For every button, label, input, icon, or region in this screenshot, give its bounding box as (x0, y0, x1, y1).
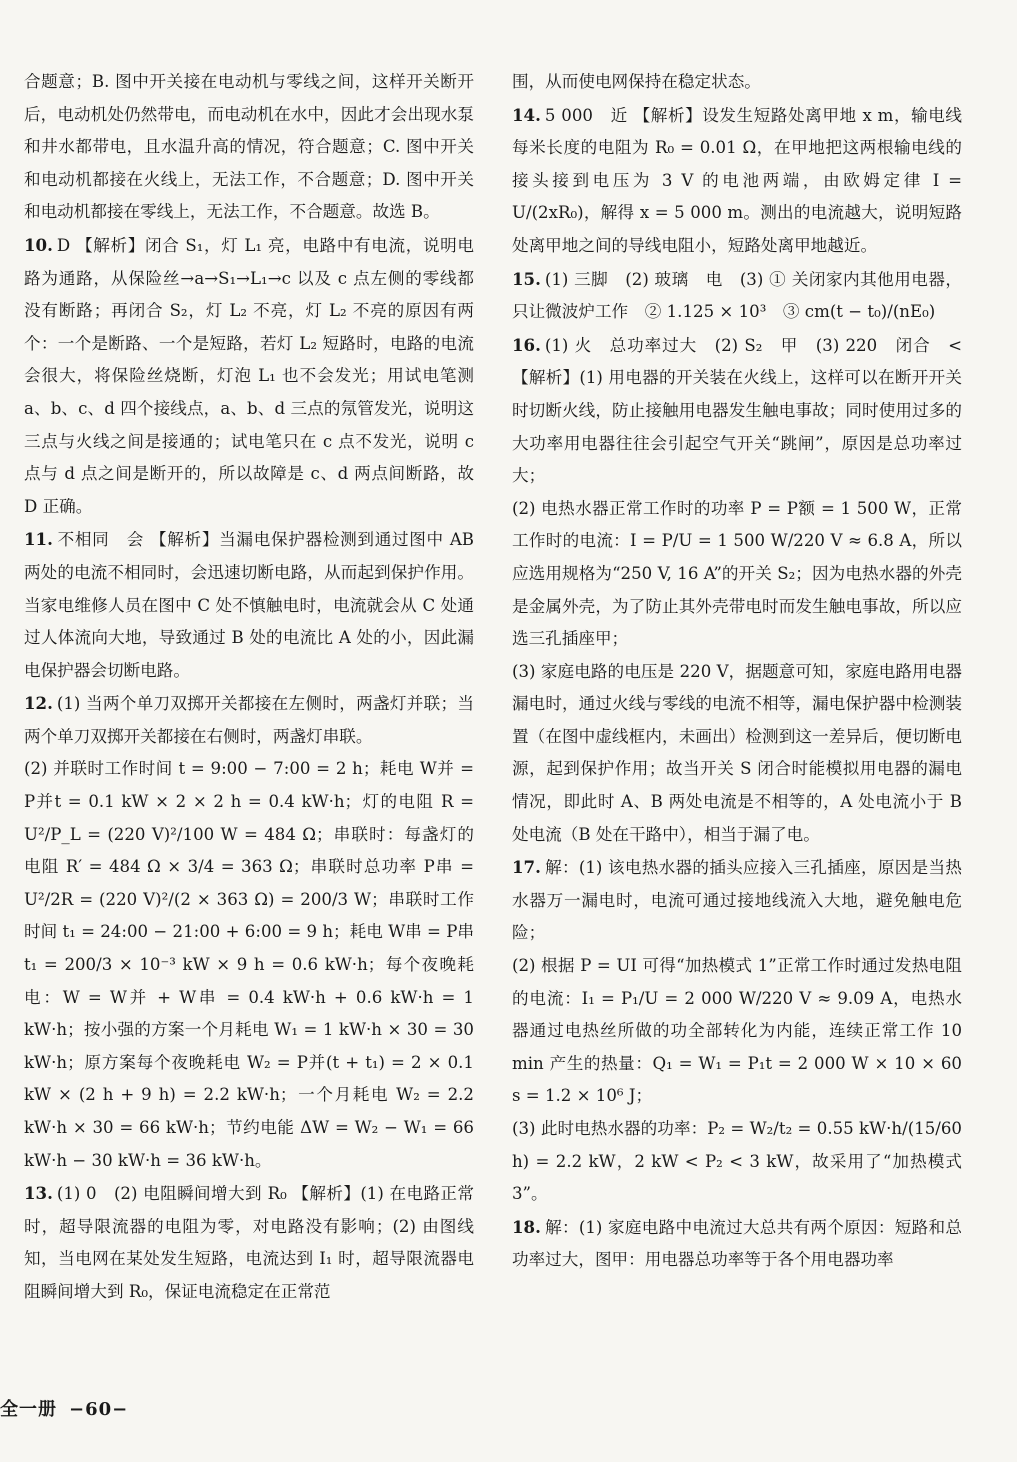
page-number: −60− (69, 1399, 129, 1420)
question-13 (24, 1177, 474, 1308)
answer-text: (1) 三脚 (2) 玻璃 电 (3) ① 关闭家内其他用电器，只让微波炉工作 ② 1.125 × 10³ ③ cm(t − t₀)/(nE₀) (512, 269, 962, 322)
book-label: 全一册 (0, 1399, 57, 1420)
question-10 (24, 229, 474, 523)
question-number: 18. (512, 1216, 541, 1237)
right-column (512, 66, 979, 1277)
left-column (24, 66, 474, 1309)
answer-text: 解：(1) 该电热水器的插头应接入三孔插座，原因是当热水器万一漏电时，电流可通过接地线流入大地，避免触电危险； (512, 858, 962, 943)
question-16-part-3: (3) 家庭电路的电压是 220 V，据题意可知，家庭电路用电器漏电时，通过火线与零线的电流不相等，漏电保护器中检测装置（在图中虚线框内，未画出）检测到这一差异后，便切断电源，起到保护作用；故当开关 S 闭合时能模拟用电器的漏电情况，即此时 A、B 两处电流是不相等的，A 处电流小于 B 处电流（B 处在干路中），相当于漏了电。 (512, 661, 962, 844)
question-16-part-2: (2) 电热水器正常工作时的功率 P = P额 = 1 500 W，正常工作时的电流：I = P/U = 1 500 W/220 V ≈ 6.8 A，所以应选用规格为“250 V, 16 A”的开关 S₂；因为电热水器的外壳是金属外壳，为了防止其外壳带电时而发生触电事故，所以应选三孔插座甲； (512, 498, 962, 649)
question-12-part-2: (2) 并联时工作时间 t = 9:00 − 7:00 = 2 h；耗电 W并 = P并t = 0.1 kW × 2 × 2 h = 0.4 kW·h；灯的电阻 R = U²/P_L = (220 V)²/100 W = 484 Ω；串联时：每盏灯的电阻 R′ = 484 Ω × 3/4 = 363 Ω；串联时总功率 P串 = U²/2R = (220 V)²/(2 × 363 Ω) = 200/3 W；串联时工作时间 t₁ = 24:00 − 21:00 + 6:00 = 9 h；耗电 W串 = P串t₁ = 200/3 × 10⁻³ kW × 9 h = 0.6 kW·h；每个夜晚耗电：W = W并 + W串 = 0.4 kW·h + 0.6 kW·h = 1 kW·h；按小强的方案一个月耗电 W₁ = 1 kW·h × 30 = 30 kW·h；原方案每个夜晚耗电 W₂ = P并(t + t₁) = 2 × 0.1 kW × (2 h + 9 h) = 2.2 kW·h；一个月耗电 W₂ = 2.2 kW·h × 30 = 66 kW·h；节约电能 ΔW = W₂ − W₁ = 66 kW·h − 30 kW·h = 36 kW·h。 (24, 759, 474, 1170)
question-14 (512, 99, 962, 263)
question-18 (512, 1211, 962, 1277)
answer-text: (1) 0 (2) 电阻瞬间增大到 R₀ 【解析】(1) 在电路正常时，超导限流器的电阻为零，对电路没有影响；(2) 由图线知，当电网在某处发生短路，电流达到 I₁ 时，超导限流器电阻瞬间增大到 R₀，保证电流稳定在正常范 (24, 1184, 474, 1301)
question-number: 11. (24, 529, 53, 550)
question-number: 12. (24, 693, 53, 714)
question-17-part-2: (2) 根据 P = UI 可得“加热模式 1”正常工作时通过发热电阻的电流：I₁ = P₁/U = 2 000 W/220 V ≈ 9.09 A，电热水器通过电热丝所做的功全部转化为内能，连续正常工作 10 min 产生的热量：Q₁ = W₁ = P₁t = 2 000 W × 10 × 60 s = 1.2 × 10⁶ J； (512, 956, 962, 1106)
answer-text: (1) 当两个单刀双掷开关都接在左侧时，两盏灯并联；当两个单刀双掷开关都接在右侧时，两盏灯串联。 (24, 694, 474, 746)
question-15 (512, 263, 962, 329)
continued-paragraph: 围，从而使电网保持在稳定状态。 (512, 72, 761, 91)
answer-text: 5 000 近 【解析】设发生短路处离甲地 x m，输电线每米长度的电阻为 R₀ = 0.01 Ω，在甲地把这两根输电线的接头接到电压为 3 V 的电池两端，由欧姆定律 I = U/(2xR₀)，解得 x = 5 000 m。测出的电流越大，说明短路处离甲地之间的导线电阻小，短路处离甲地越近。 (512, 105, 962, 255)
question-17 (512, 851, 962, 950)
question-number: 10. (24, 234, 53, 255)
continued-paragraph: 合题意；B. 图中开关接在电动机与零线之间，这样开关断开后，电动机处仍然带电，而电动机在水中，因此才会出现水泵和井水都带电，且水温升高的情况，符合题意；C. 图中开关和电动机都接在火线上，无法工作，不合题意；D. 图中开关和电动机都接在零线上，无法工作，不合题意。故选 B。 (24, 72, 474, 222)
question-number: 14. (512, 104, 541, 125)
question-number: 16. (512, 334, 541, 355)
question-number: 13. (24, 1183, 53, 1204)
page-footer (0, 1395, 128, 1421)
question-17-part-3: (3) 此时电热水器的功率：P₂ = W₂/t₂ = 0.55 kW·h/(15/60 h) = 2.2 kW，2 kW < P₂ < 3 kW，故采用了“加热模式 3”。 (512, 1119, 962, 1204)
question-12 (24, 687, 474, 753)
question-number: 15. (512, 268, 541, 289)
answer-text: 不相同 会 【解析】当漏电保护器检测到通过图中 AB 两处的电流不相同时，会迅速切断电路，从而起到保护作用。当家电维修人员在图中 C 处不慎触电时，电流就会从 C 处通过人体流向大地，导致通过 B 处的电流比 A 处的小，因此漏电保护器会切断电路。 (24, 530, 474, 680)
question-11 (24, 523, 474, 687)
question-number: 17. (512, 857, 541, 878)
answer-text: 解：(1) 家庭电路中电流过大总共有两个原因：短路和总功率过大，图甲：用电器总功率等于各个用电器功率 (512, 1217, 962, 1270)
answer-text: (1) 火 总功率过大 (2) S₂ 甲 (3) 220 闭合 < 【解析】(1) 用电器的开关装在火线上，这样可以在断开开关时切断火线，防止接触用电器发生触电事故；同时使用过多的大功率用电器往往会引起空气开关“跳闸”，原因是总功率过大； (512, 335, 979, 486)
question-16 (512, 329, 979, 493)
answer-text: D 【解析】闭合 S₁，灯 L₁ 亮，电路中有电流，说明电路为通路，从保险丝→a→S₁→L₁→c 以及 c 点左侧的零线都没有断路；再闭合 S₂，灯 L₂ 不亮，灯 L₂ 不亮的原因有两个：一个是断路、一个是短路，若灯 L₂ 短路时，电路的电流会很大，将保险丝烧断，灯泡 L₁ 也不会发光；用试电笔测 a、b、c、d 四个接线点，a、b、d 三点的氖管发光，说明这三点与火线之间是接通的；试电笔只在 c 点不发光，说明 c 点与 d 点之间是断开的，所以故障是 c、d 两点间断路，故 D 正确。 (24, 235, 474, 516)
